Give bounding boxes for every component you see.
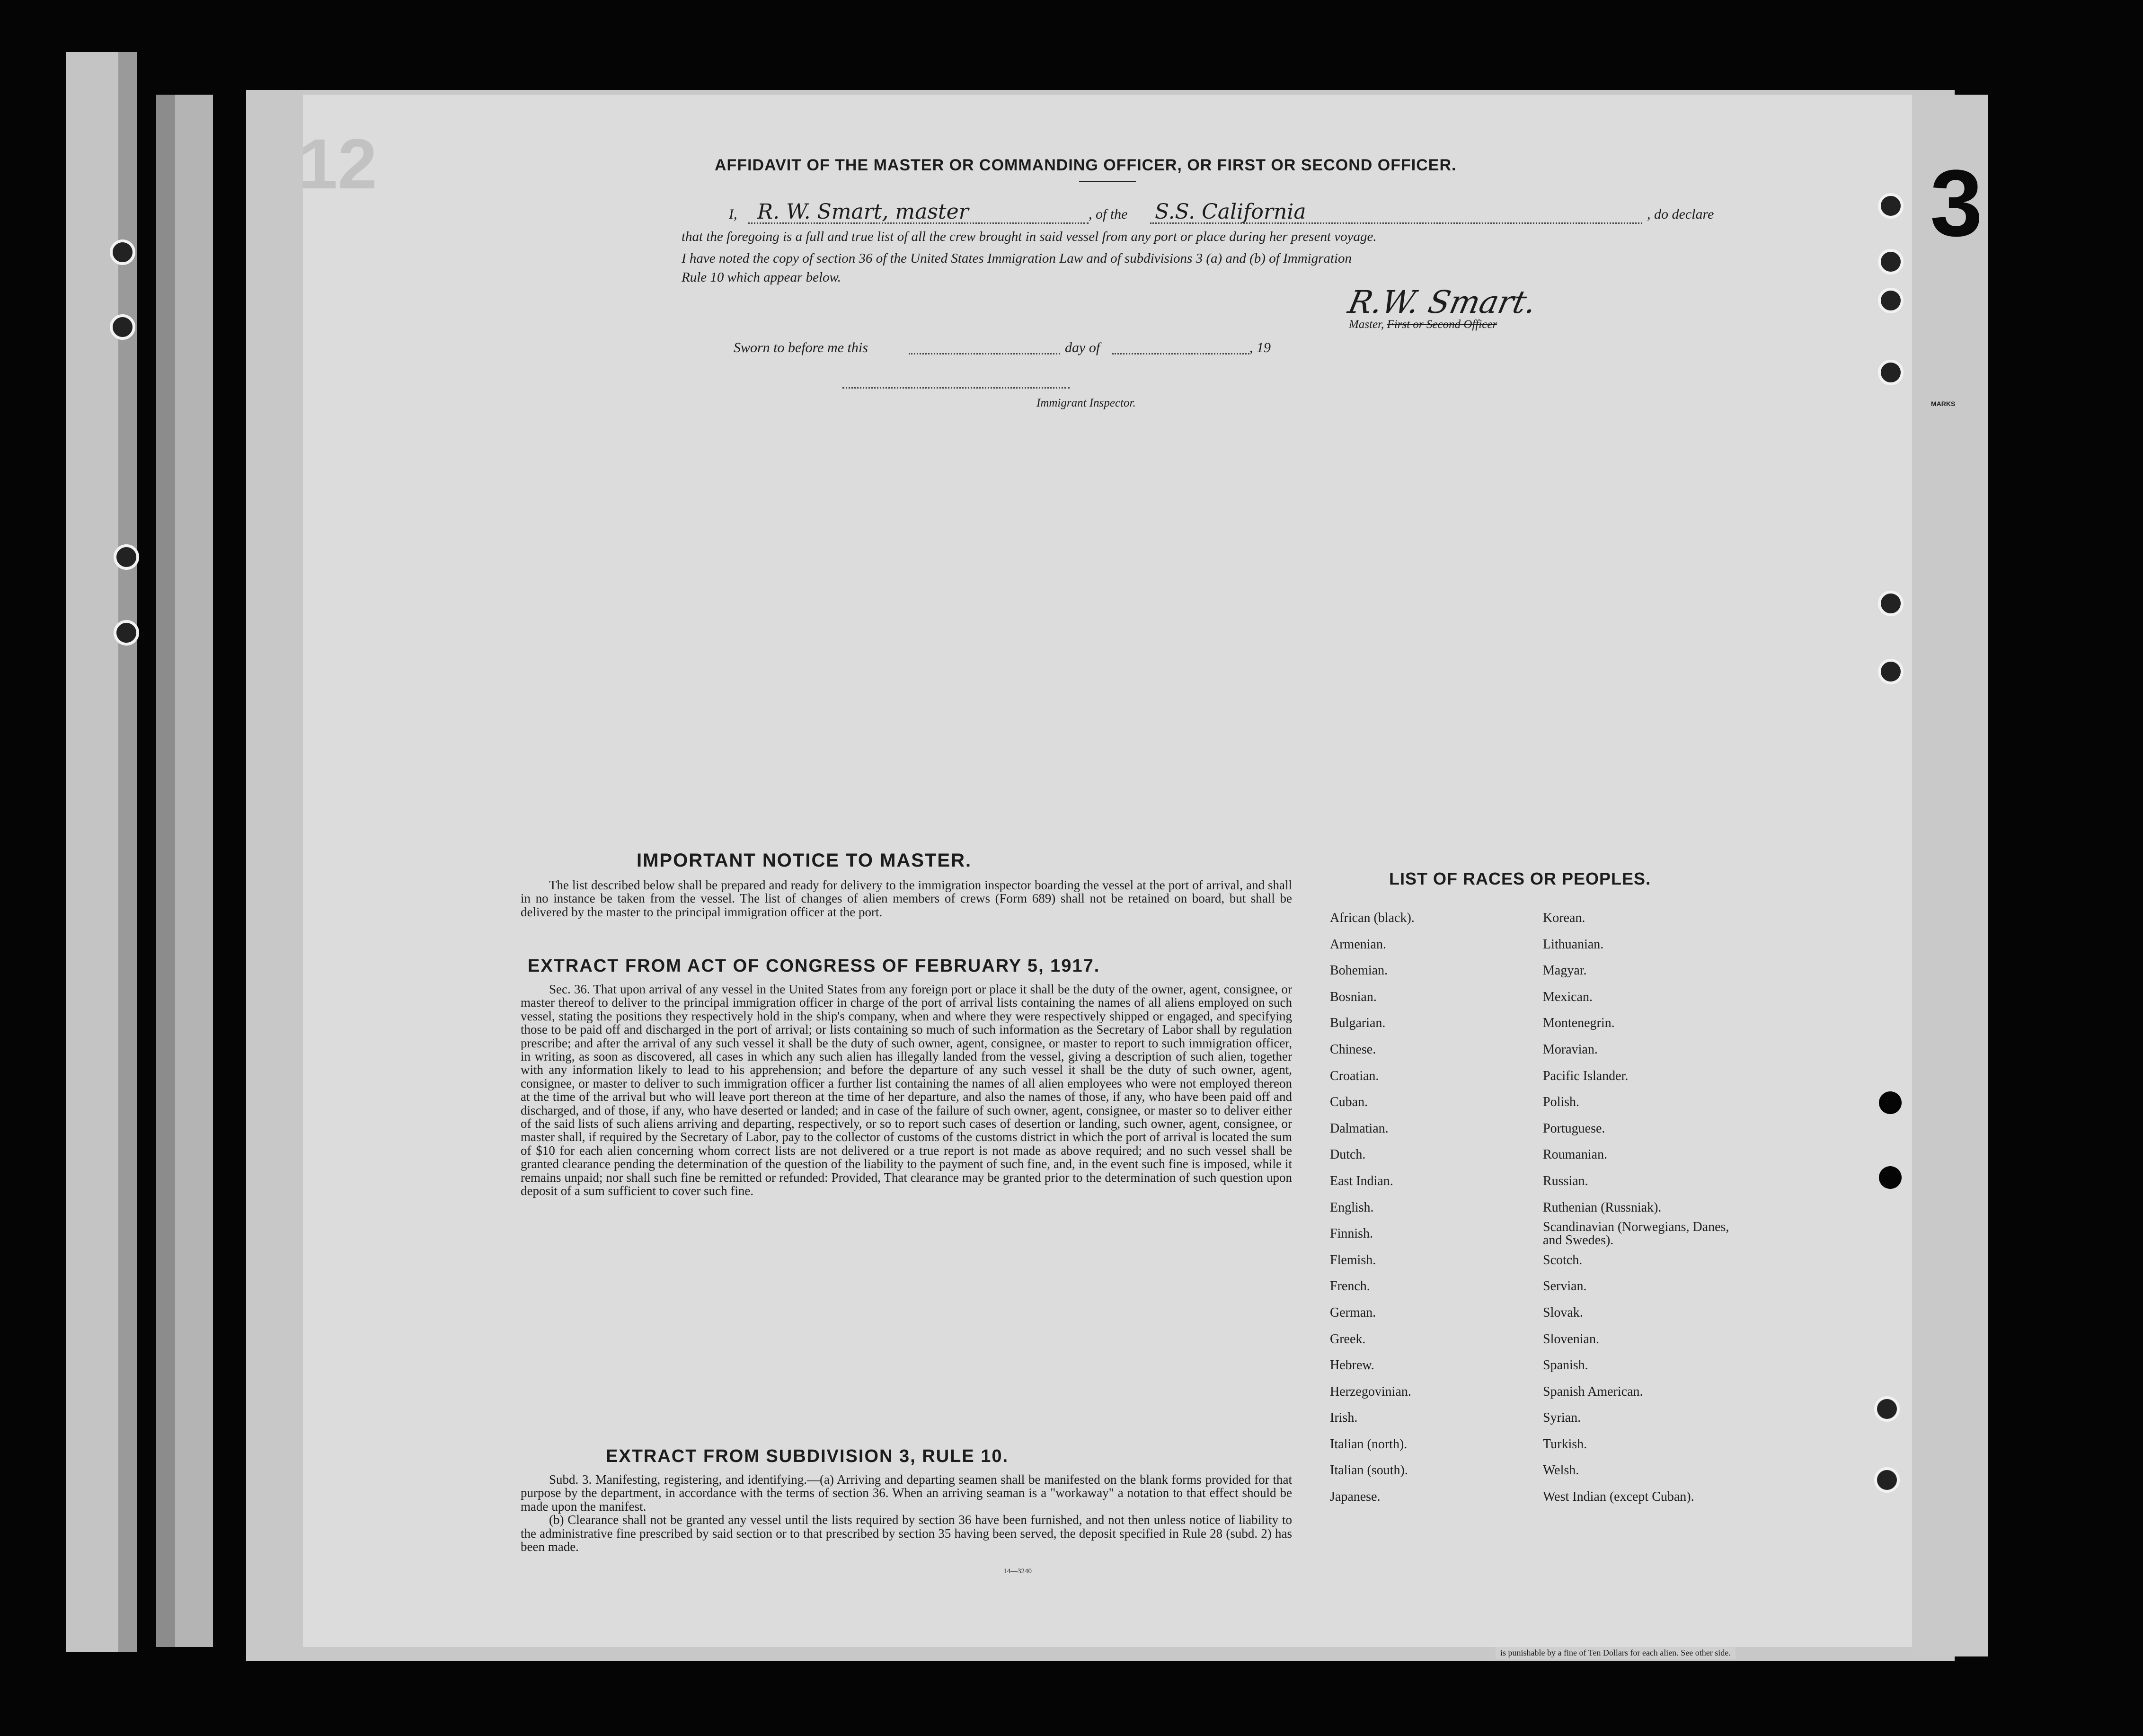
rule10-paragraph-a: Subd. 3. Manifesting, registering, and identifying.—(a) Arriving and departing seamen shall be manifested on the blank forms provided for that purpose by the department, in accordance with the terms of section 36. When an arriving seaman is a "workaway" a notation to that effect should be made upon the manifest. (521, 1472, 1292, 1514)
year-text: , 19 (1249, 340, 1271, 355)
races-title: LIST OF RACES OR PEOPLES. (1389, 869, 1651, 888)
extract2-title: EXTRACT FROM SUBDIVISION 3, RULE 10. (606, 1446, 1009, 1466)
race-item: Italian (south). (1330, 1463, 1408, 1478)
vessel-name: S.S. California (1155, 200, 1306, 224)
form-number: 14—3240 (1003, 1568, 1032, 1575)
race-item: Mexican. (1543, 989, 1593, 1004)
sworn-month-line (1112, 353, 1249, 354)
extract1-text (521, 983, 1292, 1198)
punch-hole-dark (1879, 1091, 1902, 1114)
signer-struck: First or Second Officer (1387, 318, 1497, 331)
punch-hole (1878, 360, 1904, 385)
binding-strip (66, 52, 118, 1652)
master-name: R. W. Smart, master (757, 200, 969, 224)
races-column-1 (1330, 905, 1567, 1510)
inspector-line (842, 387, 1070, 389)
race-item: Scotch. (1543, 1252, 1583, 1267)
race-item: Polish. (1543, 1095, 1580, 1110)
race-item: Chinese. (1330, 1042, 1376, 1057)
inspector-label: Immigrant Inspector. (1036, 397, 1136, 409)
race-item: Montenegrin. (1543, 1016, 1615, 1031)
race-item: Japanese. (1330, 1489, 1381, 1505)
manifest-page (298, 95, 1912, 1647)
punch-hole (114, 544, 139, 570)
left-page-number: 12 (298, 124, 377, 204)
race-item: Italian (north). (1330, 1436, 1408, 1452)
race-item: Spanish American. (1543, 1384, 1643, 1399)
race-item: English. (1330, 1200, 1374, 1215)
of-the: , of the (1089, 206, 1128, 222)
race-item: Portuguese. (1543, 1121, 1605, 1136)
race-item: Irish. (1330, 1410, 1358, 1426)
affidavit-i: I, (729, 206, 737, 222)
sworn-line (734, 340, 1302, 359)
punch-hole (110, 314, 135, 340)
master-signature: R.W. Smart. (1345, 284, 1540, 320)
vessel-name-line (1150, 222, 1642, 224)
punch-hole-dark (1879, 1166, 1902, 1189)
binding-strip-edge (118, 52, 137, 1652)
rule10-paragraph-b: (b) Clearance shall not be granted any vessel until the lists required by section 36 have been furnished, and not then unless notice of liability to the administrative fine prescribed by said section or to that prescribed by section 35 having been served, the deposit specified in Rule 28 (subd. 2) has been made. (521, 1513, 1292, 1554)
punch-hole (114, 620, 139, 646)
race-item: Bohemian. (1330, 963, 1388, 978)
master-name-line (748, 222, 1089, 224)
notice-text (521, 878, 1292, 919)
race-item: Syrian. (1543, 1410, 1581, 1426)
race-item: Korean. (1543, 911, 1585, 925)
extract2-text (521, 1473, 1292, 1553)
races-column-2 (1543, 905, 1765, 1510)
race-item: Finnish. (1330, 1226, 1373, 1241)
extract1-title: EXTRACT FROM ACT OF CONGRESS OF FEBRUARY 5, 1917. (528, 956, 1100, 976)
binding-strip-2 (156, 95, 175, 1647)
sworn-day-line (909, 353, 1060, 354)
punch-hole (110, 239, 135, 265)
race-item: African (black). (1330, 911, 1415, 925)
punch-hole (1878, 288, 1904, 313)
right-sheet (1912, 95, 1988, 1656)
race-item: Croatian. (1330, 1068, 1379, 1083)
punch-hole (1874, 1467, 1900, 1493)
race-item: Turkish. (1543, 1436, 1587, 1452)
affidavit-title: AFFIDAVIT OF THE MASTER OR COMMANDING OFFICER, OR FIRST OR SECOND OFFICER. (715, 156, 1457, 174)
race-item: French. (1330, 1279, 1370, 1294)
section36-paragraph: Sec. 36. That upon arrival of any vessel in the United States from any foreign port or place it shall be the duty of the owner, agent, consignee, or master thereof to deliver to the principal immigration officer in charge of the port of arrival lists containing the names of all aliens employed on such vessel, stating the positions they respectively hold in the ship's company, when and where they were respectively shipped or engaged, and specifying those to be paid off and discharged in the port of arrival; or lists containing so much of such information as the Secretary of Labor shall by regulation prescribe; and after the arrival of any such vessel it shall be the duty of such owner, agent, consignee, or master to report to such immigration officer, in writing, as soon as discovered, all cases in which any such alien has illegally landed from the vessel, giving a description of such alien, together with any information likely to lead to his apprehension; and before the departure of any such vessel it shall be the duty of such owner, agent, consignee, or master to deliver to such immigration officer a further list containing the names of all alien employees who were not employed thereon at the time of the arrival but who will leave port thereon at the time of her departure, and also the names of those, if any, who have been paid off and discharged, and of those, if any, who have deserted or landed; and in case of the failure of such owner, agent, consignee, or master so to deliver either of the said lists of such aliens arriving and departing, respectively, or so to report such cases of desertion or landing, such owner, agent, consignee, or master shall, if required by the Secretary of Labor, pay to the collector of customs of the customs district in which the port of arrival is located the sum of $10 for each alien concerning whom correct lists are not delivered or a true report is not made as above required; and no such vessel shall be granted clearance pending the determination of the question of the liability to the payment of such fine, and, in the event such fine is imposed, while it remains unpaid; nor shall such fine be remitted or refunded: Provided, That clearance may be granted prior to the determination of such question upon deposit of a sum sufficient to cover such fine. (521, 982, 1292, 1198)
race-item: Spanish. (1543, 1358, 1588, 1373)
race-item: Greek. (1330, 1331, 1366, 1346)
race-item: Bosnian. (1330, 989, 1377, 1004)
race-item: Pacific Islander. (1543, 1068, 1629, 1083)
race-item: Slovenian. (1543, 1331, 1599, 1346)
race-item: Slovak. (1543, 1305, 1583, 1320)
sworn-text: Sworn to before me this (734, 340, 868, 355)
race-item: Dalmatian. (1330, 1121, 1389, 1136)
footer-note: is punishable by a fine of Ten Dollars for each alien. See other side. (1496, 1647, 1736, 1659)
race-item: Herzegovinian. (1330, 1384, 1411, 1399)
race-item: Moravian. (1543, 1042, 1598, 1057)
affidavit-line1 (729, 200, 1893, 230)
punch-hole (1878, 659, 1904, 684)
race-item: Armenian. (1330, 937, 1386, 952)
race-item: Russian. (1543, 1173, 1588, 1188)
punch-hole (1878, 249, 1904, 275)
race-item: German. (1330, 1305, 1376, 1320)
race-item: Roumanian. (1543, 1147, 1608, 1162)
race-item: Dutch. (1330, 1147, 1366, 1162)
affidavit-line2: that the foregoing is a full and true list of all the crew brought in said vessel from any port or place during her present voyage. (682, 229, 1377, 244)
race-item: Hebrew. (1330, 1358, 1374, 1373)
race-item: Scandinavian (Norwegians, Danes, and Swedes). (1543, 1220, 1729, 1248)
race-item: West Indian (except Cuban). (1543, 1489, 1694, 1505)
race-item: Magyar. (1543, 963, 1587, 978)
binding-strip-3 (175, 95, 213, 1647)
race-item: Flemish. (1330, 1252, 1376, 1267)
notice-paragraph: The list described below shall be prepared and ready for delivery to the immigration inspector boarding the vessel at the port of arrival, and shall in no instance be taken from the vessel. The list of changes of alien members of crews (Form 689) shall not be retained on board, but shall be delivered by the master to the principal immigration officer at the port. (521, 878, 1292, 919)
punch-hole (1878, 591, 1904, 616)
day-of-text: day of (1065, 340, 1100, 355)
signer-label (1349, 318, 1497, 331)
affidavit-line3: I have noted the copy of section 36 of the United States Immigration Law and of subdivisions 3 (a) and (b) of Immigration (682, 251, 1352, 266)
title-underline (1079, 181, 1136, 182)
race-item: Bulgarian. (1330, 1016, 1386, 1031)
race-item: Cuban. (1330, 1095, 1368, 1110)
punch-hole (1878, 193, 1904, 219)
affidavit-line4: Rule 10 which appear below. (682, 270, 841, 285)
race-item: East Indian. (1330, 1173, 1393, 1188)
right-big-number: 3 (1930, 151, 1983, 256)
do-declare: , do declare (1647, 206, 1714, 222)
race-item: Welsh. (1543, 1463, 1579, 1478)
race-item: Lithuanian. (1543, 937, 1604, 952)
notice-title: IMPORTANT NOTICE TO MASTER. (637, 850, 972, 871)
race-item: Servian. (1543, 1279, 1587, 1294)
signer-master: Master, (1349, 318, 1384, 331)
right-marks: MARKS (1931, 400, 1956, 407)
punch-hole (1874, 1396, 1900, 1422)
race-item: Ruthenian (Russniak). (1543, 1200, 1662, 1215)
